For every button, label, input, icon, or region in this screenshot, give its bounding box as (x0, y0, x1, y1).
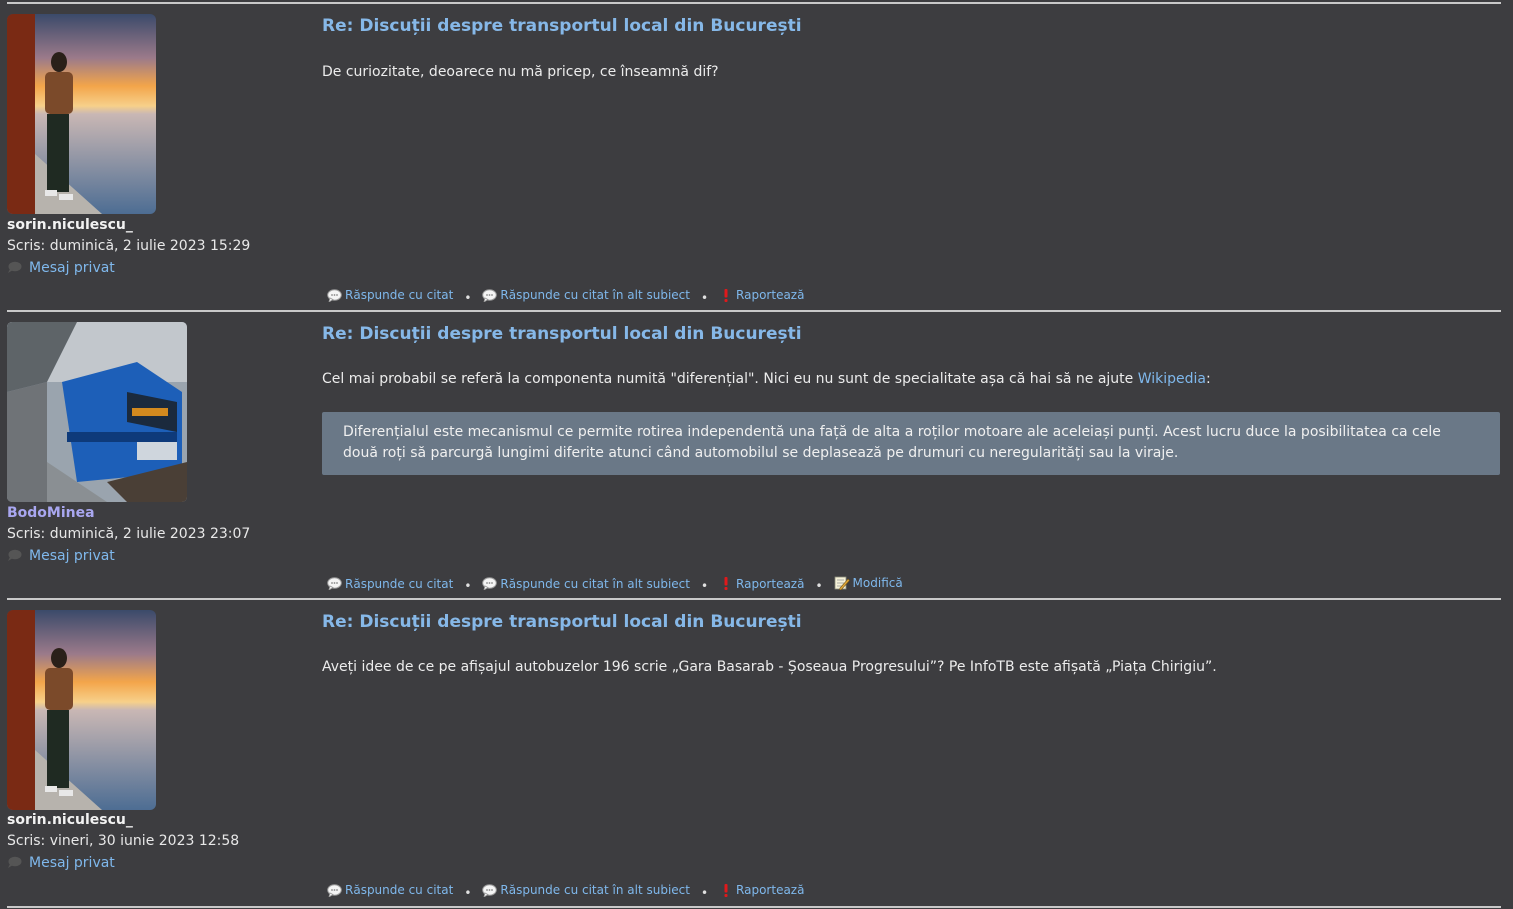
forum-post (0, 610, 1513, 902)
post-separator (7, 2, 1501, 4)
post-actions (327, 576, 903, 593)
post-body-text: Cel mai probabil se referă la componenta numită "diferențial". Nici eu nu sunt de specialitate așa că hai să ne ajute (322, 371, 1138, 387)
report-button[interactable] (719, 577, 804, 591)
dark-speech-bubble-icon (7, 549, 22, 561)
report-button[interactable] (719, 288, 804, 302)
private-message-label: Mesaj privat (29, 260, 115, 276)
private-message-link[interactable] (7, 260, 115, 276)
post-actions (327, 288, 804, 305)
dark-speech-bubble-icon (7, 261, 22, 273)
post-separator (7, 598, 1501, 600)
action-separator: • (464, 885, 472, 900)
speech-bubble-icon (482, 577, 497, 590)
avatar[interactable] (7, 14, 156, 214)
action-separator: • (464, 290, 472, 305)
post-title[interactable]: Re: Discuții despre transportul local din București (322, 16, 802, 36)
post-author[interactable]: sorin.niculescu_ (7, 217, 133, 233)
reply-other-topic-label: Răspunde cu citat în alt subiect (500, 576, 690, 591)
edit-button[interactable] (834, 576, 903, 590)
reply-quote-button[interactable] (327, 577, 453, 591)
reply-quote-label: Răspunde cu citat (345, 883, 454, 897)
post-body: De curiozitate, deoarece nu mă pricep, ce înseamnă dif? (322, 64, 719, 80)
forum-post (0, 322, 1513, 594)
private-message-label: Mesaj privat (29, 855, 115, 871)
reply-quote-label: Răspunde cu citat (345, 576, 454, 591)
post-title[interactable]: Re: Discuții despre transportul local din București (322, 612, 802, 632)
post-body (322, 371, 1211, 387)
dark-speech-bubble-icon (7, 856, 22, 868)
reply-quote-button[interactable] (327, 883, 453, 897)
action-separator: • (464, 579, 472, 593)
post-author[interactable]: sorin.niculescu_ (7, 812, 133, 828)
post-author[interactable]: BodoMinea (7, 505, 95, 521)
post-separator (7, 310, 1501, 312)
speech-bubble-icon (482, 289, 497, 302)
reply-other-topic-label: Răspunde cu citat în alt subiect (500, 288, 690, 302)
action-separator: • (700, 579, 709, 593)
edit-label: Modifică (852, 576, 903, 590)
report-button[interactable] (719, 883, 804, 897)
exclamation-icon (719, 884, 733, 897)
report-label: Raportează (736, 883, 805, 897)
private-message-link[interactable] (7, 855, 115, 871)
reply-other-topic-button[interactable] (482, 577, 690, 591)
speech-bubble-icon (327, 289, 342, 302)
post-body-text-end: : (1206, 371, 1211, 387)
reply-other-topic-button[interactable] (482, 288, 690, 302)
action-separator: • (700, 290, 709, 305)
reply-other-topic-label: Răspunde cu citat în alt subiect (500, 883, 690, 897)
reply-quote-label: Răspunde cu citat (345, 288, 454, 302)
report-label: Raportează (736, 576, 805, 591)
avatar[interactable] (7, 610, 156, 810)
exclamation-icon (719, 577, 733, 590)
post-date: Scris: vineri, 30 iunie 2023 12:58 (7, 833, 240, 849)
avatar[interactable] (7, 322, 187, 502)
speech-bubble-icon (482, 884, 497, 897)
action-separator: • (700, 885, 709, 900)
forum-post (0, 14, 1513, 304)
post-body: Aveți idee de ce pe afișajul autobuzelor 196 scrie „Gara Basarab - Șoseaua Progresului”? Pe InfoTB este afișată „Piața Chirigiu”. (322, 659, 1217, 675)
reply-quote-button[interactable] (327, 288, 453, 302)
notepad-pencil-icon (834, 576, 850, 590)
speech-bubble-icon (327, 577, 342, 590)
wikipedia-link[interactable]: Wikipedia (1137, 371, 1207, 387)
post-actions (327, 883, 804, 900)
private-message-label: Mesaj privat (29, 548, 115, 564)
post-date: Scris: duminică, 2 iulie 2023 23:07 (7, 526, 251, 542)
reply-other-topic-button[interactable] (482, 883, 690, 897)
speech-bubble-icon (327, 884, 342, 897)
report-label: Raportează (736, 288, 805, 302)
post-date: Scris: duminică, 2 iulie 2023 15:29 (7, 238, 251, 254)
action-separator: • (815, 579, 823, 593)
quote-block: Diferențialul este mecanismul ce permite rotirea independentă una față de alta a roților motoare ale aceleiași punți. Acest lucru duce la posibilitatea ca cele două roți să parcurgă lungimi diferite atunci când automobilul se deplasează pe drumuri cu neregularități sau la viraje. (322, 412, 1500, 475)
exclamation-icon (719, 289, 733, 302)
post-title[interactable]: Re: Discuții despre transportul local din București (322, 324, 802, 344)
private-message-link[interactable] (7, 548, 115, 564)
post-separator (7, 906, 1501, 908)
